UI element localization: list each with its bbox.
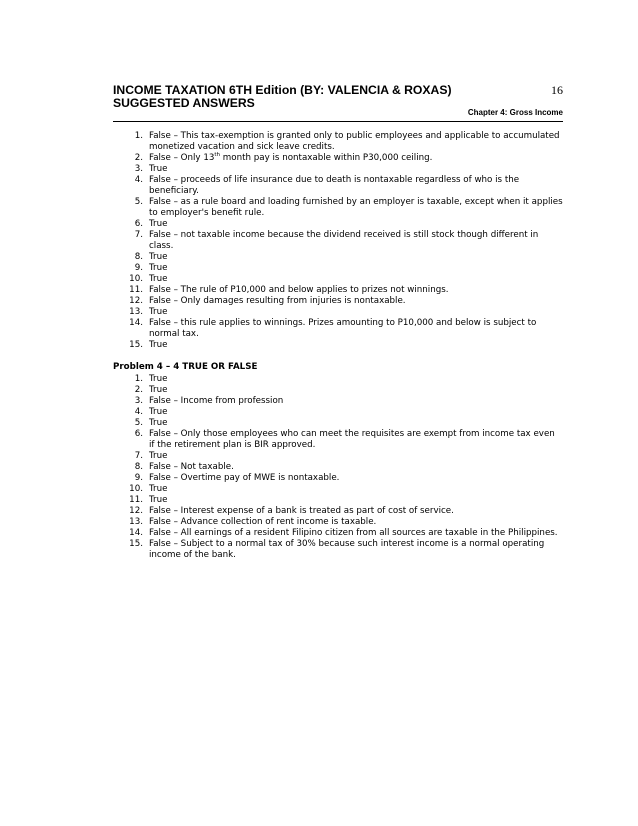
item-text: False – proceeds of life insurance due to death is nontaxable regardless of who is the beneficiary. [149, 175, 520, 196]
item-number: 10. [129, 274, 143, 284]
item-number: 4. [134, 175, 143, 185]
item-number: 1. [134, 374, 143, 384]
list-item [113, 517, 563, 528]
problem-heading: Problem 4 – 4 TRUE OR FALSE [113, 362, 258, 372]
document-subtitle: SUGGESTED ANSWERS [113, 96, 255, 110]
item-number: 6. [134, 219, 143, 229]
list-item [113, 539, 563, 561]
item-number: 8. [134, 252, 143, 262]
header-divider [113, 121, 563, 122]
list-item [113, 263, 563, 274]
list-item [113, 396, 563, 407]
list-item [113, 473, 563, 484]
item-number: 10. [129, 484, 143, 494]
item-number: 6. [134, 429, 143, 439]
list-item [113, 340, 563, 351]
item-text: False – Income from profession [149, 396, 284, 406]
item-text: False – as a rule board and loading furnished by an employer is taxable, except when it applies to employer's benefit rule. [149, 197, 563, 218]
item-text: True [149, 340, 168, 350]
item-text: False – Only damages resulting from injuries is nontaxable. [149, 296, 406, 306]
item-text: True [149, 451, 168, 461]
chapter-label: Chapter 4: Gross Income [467, 108, 563, 117]
list-item [113, 252, 563, 263]
list-item [113, 296, 563, 307]
item-number: 5. [134, 197, 143, 207]
list-item [113, 131, 563, 153]
item-number: 13. [129, 307, 143, 317]
list-item [113, 307, 563, 318]
list-item [113, 418, 563, 429]
item-number: 4. [134, 407, 143, 417]
item-number: 9. [134, 263, 143, 273]
item-number: 7. [134, 451, 143, 461]
answer-list-1 [113, 131, 563, 351]
list-item [113, 230, 563, 252]
item-text: True [149, 263, 168, 273]
item-number: 2. [134, 385, 143, 395]
item-text: True [149, 418, 168, 428]
item-number: 9. [134, 473, 143, 483]
list-item [113, 528, 563, 539]
item-number: 7. [134, 230, 143, 240]
item-number: 1. [134, 131, 143, 141]
item-text: False – Interest expense of a bank is treated as part of cost of service. [149, 506, 454, 516]
list-item [113, 219, 563, 230]
list-item [113, 175, 563, 197]
item-text: False – All earnings of a resident Filipino citizen from all sources are taxable in the Philippines. [149, 528, 558, 538]
list-item [113, 374, 563, 385]
list-item [113, 285, 563, 296]
item-number: 3. [134, 164, 143, 174]
item-text: False – The rule of P10,000 and below applies to prizes not winnings. [149, 285, 449, 295]
list-item [113, 506, 563, 517]
item-text: False – not taxable income because the dividend received is still stock though different in class. [149, 230, 539, 251]
item-text: True [149, 164, 168, 174]
item-number: 13. [129, 517, 143, 527]
page-number: 16 [551, 83, 563, 97]
list-item [113, 385, 563, 396]
item-number: 5. [134, 418, 143, 428]
item-text: True [149, 274, 168, 284]
list-item [113, 462, 563, 473]
item-text: False – Subject to a normal tax of 30% because such interest income is a normal operating income of the bank. [149, 539, 545, 560]
item-text: False – Only 13 [149, 153, 215, 163]
item-text: True [149, 407, 168, 417]
item-number: 11. [129, 285, 143, 295]
list-item [113, 153, 563, 164]
list-item [113, 274, 563, 285]
item-text: False – Advance collection of rent income is taxable. [149, 517, 377, 527]
item-text: False – This tax-exemption is granted only to public employees and applicable to accumulated monetized vacation and sick leave credits. [149, 131, 560, 152]
item-text: month pay is nontaxable within P30,000 ceiling. [220, 153, 433, 163]
item-number: 3. [134, 396, 143, 406]
document-title: INCOME TAXATION 6TH Edition (BY: VALENCIA & ROXAS) [113, 83, 452, 97]
item-text: False – this rule applies to winnings. Prizes amounting to P10,000 and below is subject to normal tax. [149, 318, 537, 339]
list-item [113, 197, 563, 219]
list-item [113, 164, 563, 175]
item-text: True [149, 495, 168, 505]
list-item [113, 495, 563, 506]
list-item [113, 407, 563, 418]
superscript: th [214, 152, 221, 159]
item-number: 8. [134, 462, 143, 472]
list-item [113, 429, 563, 451]
item-number: 14. [129, 318, 143, 328]
item-text: False – Only those employees who can meet the requisites are exempt from income tax even if the retirement plan is BIR approved. [149, 429, 555, 450]
item-number: 12. [129, 506, 143, 516]
list-item [113, 484, 563, 495]
item-number: 15. [129, 340, 143, 350]
list-item [113, 451, 563, 462]
item-number: 14. [129, 528, 143, 538]
item-text: False – Overtime pay of MWE is nontaxable. [149, 473, 340, 483]
item-number: 15. [129, 539, 143, 549]
item-text: True [149, 219, 168, 229]
item-number: 11. [129, 495, 143, 505]
item-text: False – Not taxable. [149, 462, 234, 472]
item-text: True [149, 385, 168, 395]
item-text: True [149, 484, 168, 494]
item-number: 12. [129, 296, 143, 306]
item-text: True [149, 307, 168, 317]
list-item [113, 318, 563, 340]
item-text: True [149, 252, 168, 262]
item-number: 2. [134, 153, 143, 163]
item-text: True [149, 374, 168, 384]
answer-list-2 [113, 374, 563, 561]
